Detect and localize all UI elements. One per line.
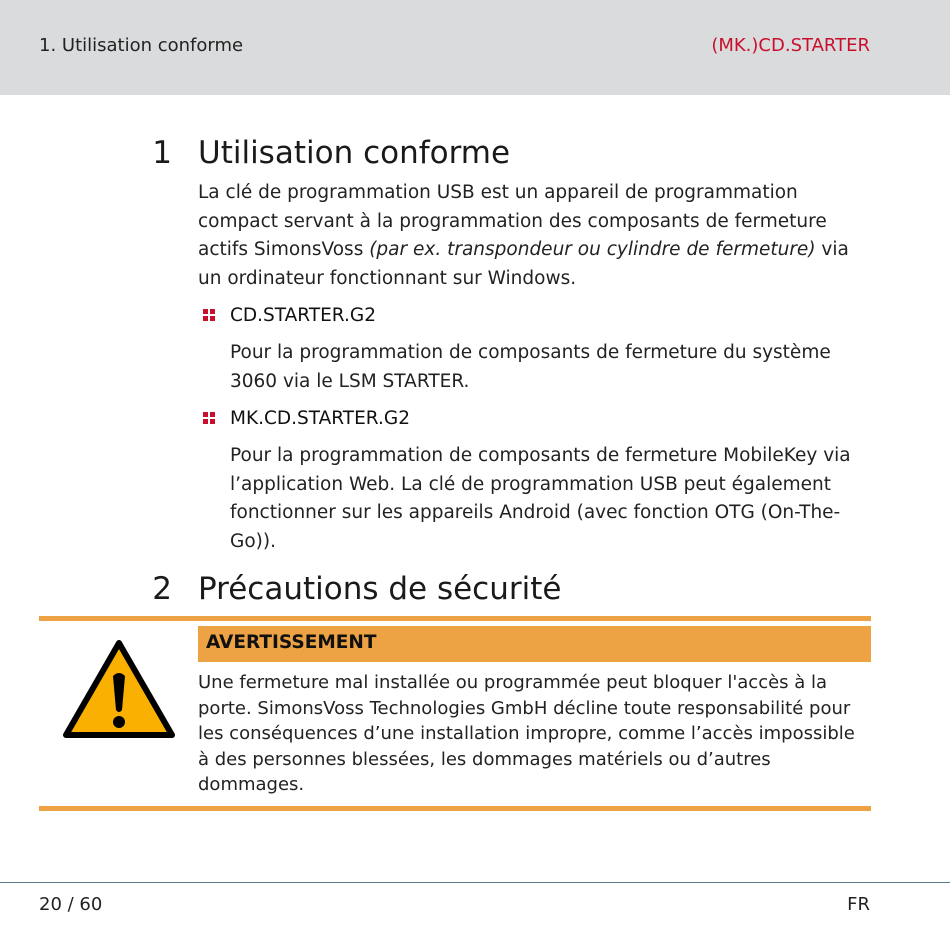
section-2-title: Précautions de sécurité <box>198 571 562 607</box>
bullet-icon <box>203 309 215 321</box>
bullet-title-mk-cd-starter: MK.CD.STARTER.G2 <box>230 408 410 429</box>
header-product-name: (MK.)CD.STARTER <box>711 35 870 56</box>
intro-text-2: via un ordinateur fonctionnant sur Windows. <box>198 239 849 289</box>
intro-text-1: La clé de programmation USB est un appareil de programmation compact servant à la programmation des composants de fermeture actifs SimonsVoss <box>198 182 827 260</box>
intro-text-italic: (par ex. transpondeur ou cylindre de fermeture) <box>369 239 816 260</box>
page-number: 20 / 60 <box>39 894 103 915</box>
warning-title-bar <box>198 626 871 662</box>
bullet-icon <box>203 412 215 424</box>
warning-title: AVERTISSEMENT <box>206 632 377 653</box>
bullet-text-mk-cd-starter: Pour la programmation de composants de fermeture MobileKey via l’application Web. La clé de programmation USB peut également fonctionner sur les appareils Android (avec fonction OTG (On-The-Go)). <box>230 445 851 552</box>
warning-bottom-rule <box>39 806 871 811</box>
footer-rule <box>0 882 950 883</box>
warning-top-rule <box>39 616 871 621</box>
section-1-intro <box>198 179 866 293</box>
section-2-number: 2 <box>152 571 172 607</box>
warning-triangle-icon <box>62 638 176 740</box>
language-code: FR <box>847 894 870 915</box>
bullet-text-cd-starter: Pour la programmation de composants de fermeture du système 3060 via le LSM STARTER. <box>230 342 831 392</box>
warning-text: Une fermeture mal installée ou programmée peut bloquer l'accès à la porte. SimonsVoss Technologies GmbH décline toute responsabilité pour les conséquences d’une installation impropre, comme l’accès impossible à des personnes blessées, les dommages matériels ou d’autres dommages. <box>198 672 855 795</box>
page-header <box>0 0 950 95</box>
section-1-title: Utilisation conforme <box>198 135 511 171</box>
section-1-number: 1 <box>152 135 172 171</box>
header-section-title: 1. Utilisation conforme <box>39 35 244 56</box>
bullet-title-cd-starter: CD.STARTER.G2 <box>230 305 376 326</box>
